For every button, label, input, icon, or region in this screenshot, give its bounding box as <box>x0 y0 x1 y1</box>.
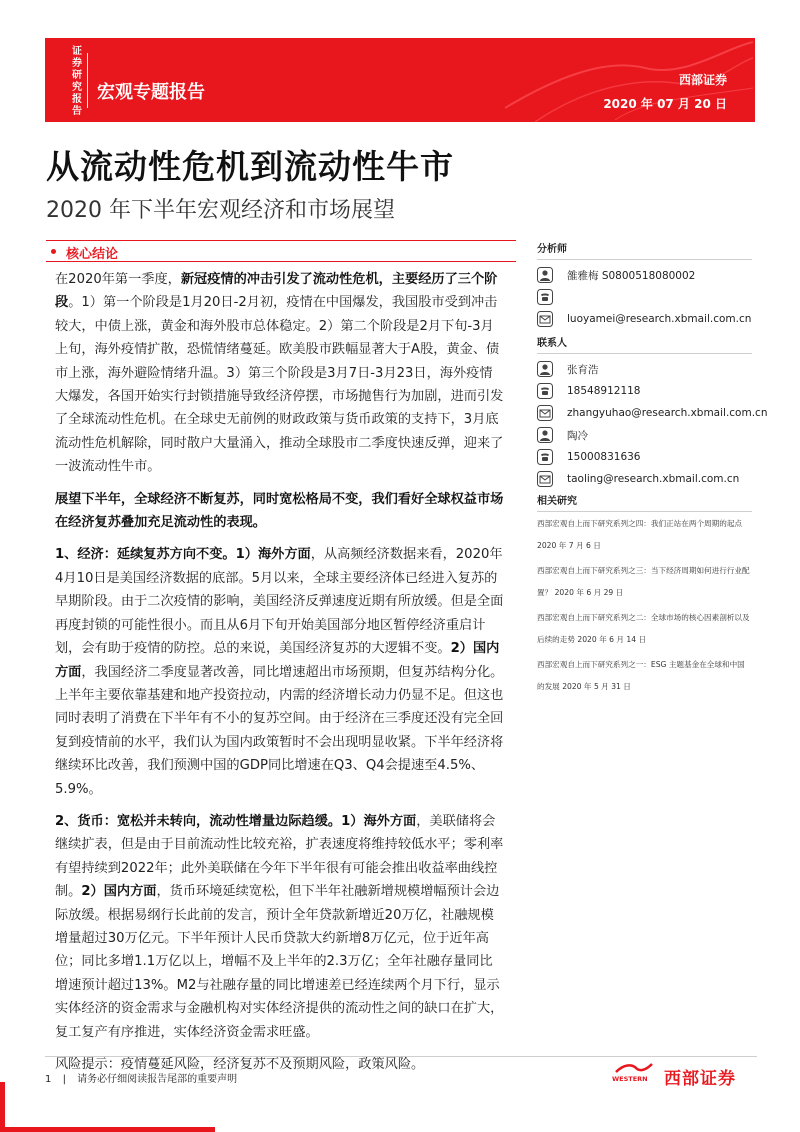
logo-en: WESTERN <box>612 1075 648 1083</box>
related-item[interactable]: 西部宏观自上而下研究系列之三：当下经济周期如何进行行业配置？ 2020 年 6 月 29 日 <box>537 566 750 597</box>
analyst-name: 雒雅梅 S0800518080002 <box>537 264 752 286</box>
analyst-phone <box>537 286 752 308</box>
sidebar <box>537 240 768 701</box>
contact-2-email: taoling@research.xbmail.com.cn <box>537 468 752 490</box>
footer-divider <box>45 1056 757 1057</box>
page-title: 从流动性危机到流动性牛市 <box>46 147 454 186</box>
corner-accent <box>0 1082 5 1132</box>
phone-icon <box>537 289 553 305</box>
report-side-label: 证券研究报告 <box>72 46 82 117</box>
paragraph-2: 展望下半年，全球经济不断复苏，同时宽松格局不变，我们看好全球权益市场在经济复苏叠加充足流动性的表现。 <box>55 491 504 531</box>
related-item[interactable]: 西部宏观自上而下研究系列之一：ESG 主题基金在全球和中国的发展 2020 年 5 月 31 日 <box>537 660 745 691</box>
mail-icon <box>537 311 553 327</box>
logo-mark-icon <box>614 1062 654 1076</box>
contact-2-phone: 15000831636 <box>537 446 752 468</box>
report-type: 宏观专题报告 <box>97 82 205 103</box>
phone-icon <box>537 449 553 465</box>
corner-accent <box>0 1127 215 1132</box>
section-label: 核心结论 <box>66 247 119 262</box>
contact-heading: 联系人 <box>537 334 752 354</box>
bullet-icon <box>51 249 56 254</box>
related-item[interactable]: 西部宏观自上而下研究系列之四：我们正站在两个周期的起点 2020 年 7 月 6 日 <box>537 519 743 550</box>
phone-icon <box>537 383 553 399</box>
section-header <box>46 240 516 262</box>
contact-1-phone: 18548912118 <box>537 380 752 402</box>
page-number: 1 <box>45 1074 52 1085</box>
paragraph-1: 在2020年第一季度，新冠疫情的冲击引发了流动性危机，主要经历了三个阶段。1）第一个阶段是1月20日-2月初，疫情在中国爆发，我国股市受到冲击较大，中债上涨，黄金和海外股市总体稳定。2）第二个阶段是2月下旬-3月上旬，海外疫情扩散，恐慌情绪蔓延。欧美股市跌幅显著大于A股，黄金、债市上涨，海外避险情绪升温。3）第三个阶段是3月7日-3月23日，海外疫情大爆发，各国开始实行封锁措施导致经济停摆，市场抛售行为加剧，进而引发了全球流动性危机。在全球史无前例的财政政策与货币政策的支持下，3月底流动性危机解除，同时散户大量涌入，推动全球股市二季度快速反弹，迎来了一波流动性牛市。 <box>55 272 504 475</box>
brand-name: 西部证券 <box>678 73 727 87</box>
contact-1-name: 张育浩 <box>537 358 752 380</box>
banner-divider <box>87 53 88 108</box>
analyst-email: luoyamei@research.xbmail.com.cn <box>537 308 752 330</box>
person-icon <box>537 427 553 443</box>
related-item[interactable]: 西部宏观自上而下研究系列之二：全球市场的核心因素剖析以及后续的走势 2020 年 6 月 14 日 <box>537 613 750 644</box>
paragraph-3: 1、经济：延续复苏方向不变。1）海外方面，从高频经济数据来看，2020年4月10日是美国经济数据的底部。5月以来，全球主要经济体已经进入复苏的早期阶段。由于二次疫情的影响，美国经济反弹速度近期有所放缓。但是全面再度封锁的可能性很小。而且从6月下旬开始美国部分地区暂停经济重启计划，会有助于疫情的防控。总的来说，美国经济复苏的大逻辑不变。2）国内方面，我国经济二季度显著改善，同比增速超出市场预期，但复苏结构分化。上半年主要依靠基建和地产投资拉动，内需的经济增长动力仍显不足。但这也同时表明了消费在下半年有不小的复苏空间。由于经济在三季度还没有完全回复到疫情前的水平，我们认为国内政策暂时不会出现明显收紧。下半年经济将继续环比改善，我们预测中国的GDP同比增速在Q3、Q4会提速至4.5%、5.9%。 <box>55 547 504 797</box>
report-date: 2020 年 07 月 20 日 <box>603 97 727 111</box>
footer-note <box>45 1070 237 1085</box>
person-icon <box>537 267 553 283</box>
person-icon <box>537 361 553 377</box>
paragraph-4: 2、货币：宽松并未转向，流动性增量边际趋缓。1）海外方面，美联储将会继续扩表，但是由于目前流动性比较充裕，扩表速度将维持较低水平；零利率有望持续到2022年；此外美联储在今年下半年很有可能会推出收益率曲线控制。2）国内方面，货币环境延续宽松，但下半年社融新增规模增幅预计会边际放缓。根据易纲行长此前的发言，预计全年贷款新增近20万亿，社融规模增量超过30万亿元。下半年预计人民币贷款大约新增8万亿元，位于近年高位；同比多增1.1万亿以上，增幅不及上半年的2.3万亿；全年社融存量同比增速预计超过13%。M2与社融存量的同比增速差已经连续两个月下行，显示实体经济的资金需求与金融机构对实体经济提供的流动性之间的缺口在扩大，复工复产有序推进，实体经济资金需求旺盛。 <box>55 813 504 1040</box>
analyst-heading: 分析师 <box>537 240 752 260</box>
page-subtitle: 2020 年下半年宏观经济和市场展望 <box>46 198 395 223</box>
page-sep: | <box>62 1074 66 1085</box>
contact-2-name: 陶冷 <box>537 424 752 446</box>
report-body <box>55 268 504 1076</box>
contact-1-email: zhangyuhao@research.xbmail.com.cn <box>537 402 752 424</box>
mail-icon <box>537 471 553 487</box>
brand-logo <box>612 1062 752 1090</box>
paragraph-5: 风险提示：疫情蔓延风险，经济复苏不及预期风险，政策风险。 <box>55 1057 425 1072</box>
header-banner <box>45 38 755 122</box>
mail-icon <box>537 405 553 421</box>
disclaimer: 请务必仔细阅读报告尾部的重要声明 <box>77 1074 238 1085</box>
related-research-list <box>537 512 752 698</box>
logo-cn: 西部证券 <box>664 1069 736 1089</box>
related-heading: 相关研究 <box>537 492 752 512</box>
